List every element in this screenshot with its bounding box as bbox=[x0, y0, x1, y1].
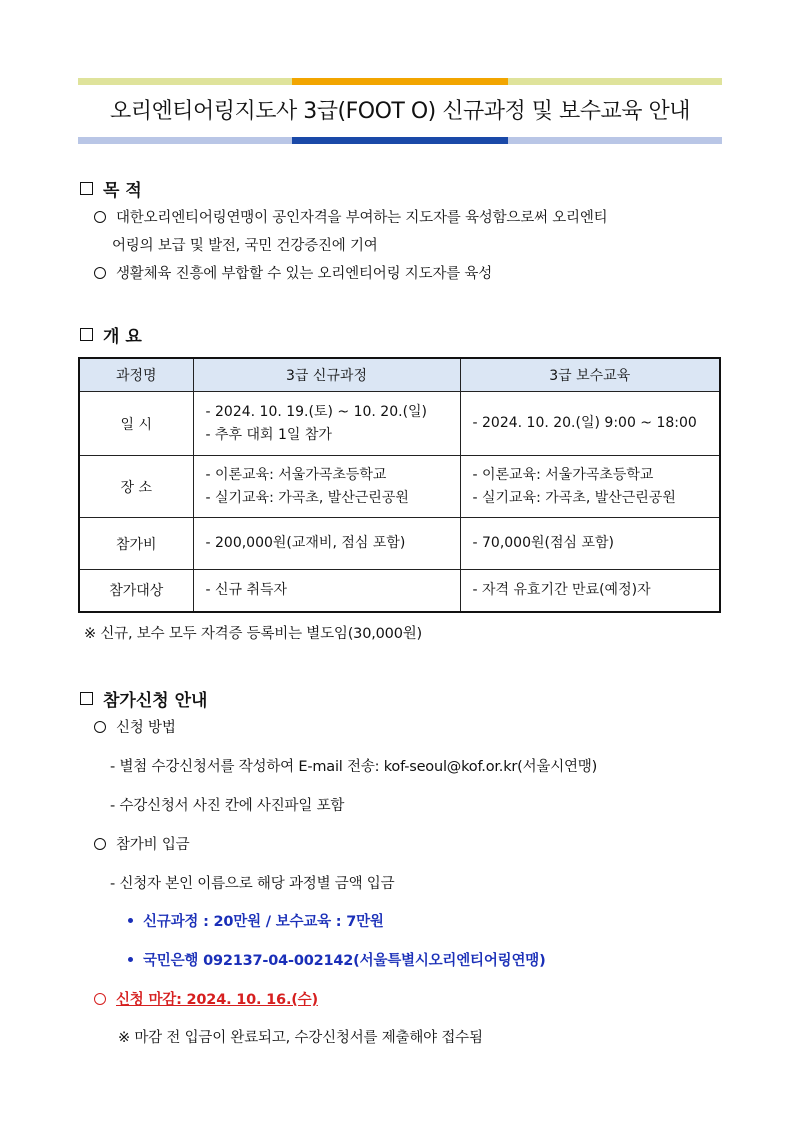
deadline-note: ※ 마감 전 입금이 완료되고, 수강신청서를 제출해야 접수됨 bbox=[118, 1030, 483, 1046]
checkbox-square-icon bbox=[80, 182, 93, 195]
table-header: 과정명 bbox=[79, 358, 193, 392]
fee-item: - 신청자 본인 이름으로 해당 과정별 금액 입금 bbox=[110, 876, 395, 892]
fee-amounts: 신규과정 : 20만원 / 보수교육 : 7만원 bbox=[128, 910, 384, 931]
page-title: 오리엔티어링지도사 3급(FOOT O) 신규과정 및 보수교육 안내 bbox=[110, 99, 690, 124]
circle-bullet-icon bbox=[94, 267, 106, 279]
bullet-dot-icon bbox=[128, 957, 133, 962]
circle-bullet-icon bbox=[94, 838, 106, 850]
section-overview bbox=[80, 322, 142, 347]
table-row bbox=[79, 392, 720, 456]
bullet-dot-icon bbox=[128, 918, 133, 923]
table-cell: - 2024. 10. 20.(일) 9:00 ~ 18:00 bbox=[460, 392, 720, 456]
section-overview-heading: 개 요 bbox=[103, 327, 142, 347]
table-cell: - 신규 취득자 bbox=[193, 570, 460, 612]
registration-fee-note: ※ 신규, 보수 모두 자격증 등록비는 별도임(30,000원) bbox=[84, 626, 422, 642]
row-label: 일 시 bbox=[79, 392, 193, 456]
table-row bbox=[79, 570, 720, 612]
section-purpose-heading: 목 적 bbox=[103, 181, 142, 201]
row-label: 참가비 bbox=[79, 518, 193, 570]
bottom-divider bbox=[78, 137, 722, 144]
circle-bullet-icon bbox=[94, 211, 106, 223]
table-row bbox=[79, 456, 720, 518]
deadline: 신청 마감: 2024. 10. 16.(수) bbox=[94, 988, 318, 1009]
checkbox-square-icon bbox=[80, 692, 93, 705]
top-divider bbox=[78, 78, 722, 85]
method-item: - 별첨 수강신청서를 작성하여 E-mail 전송: kof-seoul@kof.or.kr(서울시연맹) bbox=[110, 759, 598, 775]
table-cell: - 이론교육: 서울가곡초등학교 - 실기교육: 가곡초, 발산근린공원 bbox=[193, 456, 460, 518]
checkbox-square-icon bbox=[80, 328, 93, 341]
table-header: 3급 신규과정 bbox=[193, 358, 460, 392]
table-cell: - 자격 유효기간 만료(예정)자 bbox=[460, 570, 720, 612]
table-cell: - 이론교육: 서울가곡초등학교 - 실기교육: 가곡초, 발산근린공원 bbox=[460, 456, 720, 518]
table-cell: - 70,000원(점심 포함) bbox=[460, 518, 720, 570]
circle-bullet-icon bbox=[94, 721, 106, 733]
table-cell: - 2024. 10. 19.(토) ~ 10. 20.(일) - 추후 대회 1일 참가 bbox=[193, 392, 460, 456]
table-row bbox=[79, 518, 720, 570]
table-cell: - 200,000원(교재비, 점심 포함) bbox=[193, 518, 460, 570]
section-purpose bbox=[80, 176, 142, 201]
method-item: - 수강신청서 사진 칸에 사진파일 포함 bbox=[110, 798, 345, 814]
circle-bullet-icon bbox=[94, 993, 106, 1005]
overview-table bbox=[78, 357, 721, 613]
row-label: 참가대상 bbox=[79, 570, 193, 612]
purpose-item: 생활체육 진흥에 부합할 수 있는 오리엔티어링 지도자를 육성 bbox=[94, 262, 492, 283]
method-title: 신청 방법 bbox=[94, 716, 176, 737]
purpose-item: 대한오리엔티어링연맹이 공인자격을 부여하는 지도자를 육성함으로써 오리엔티 bbox=[94, 206, 607, 227]
bank-account: 국민은행 092137-04-002142(서울특별시오리엔티어링연맹) bbox=[128, 949, 546, 970]
purpose-item-continued: 어링의 보급 및 발전, 국민 건강증진에 기여 bbox=[112, 238, 378, 254]
section-application bbox=[80, 686, 207, 711]
fee-title: 참가비 입금 bbox=[94, 833, 189, 854]
table-header: 3급 보수교육 bbox=[460, 358, 720, 392]
section-application-heading: 참가신청 안내 bbox=[103, 691, 208, 711]
row-label: 장 소 bbox=[79, 456, 193, 518]
